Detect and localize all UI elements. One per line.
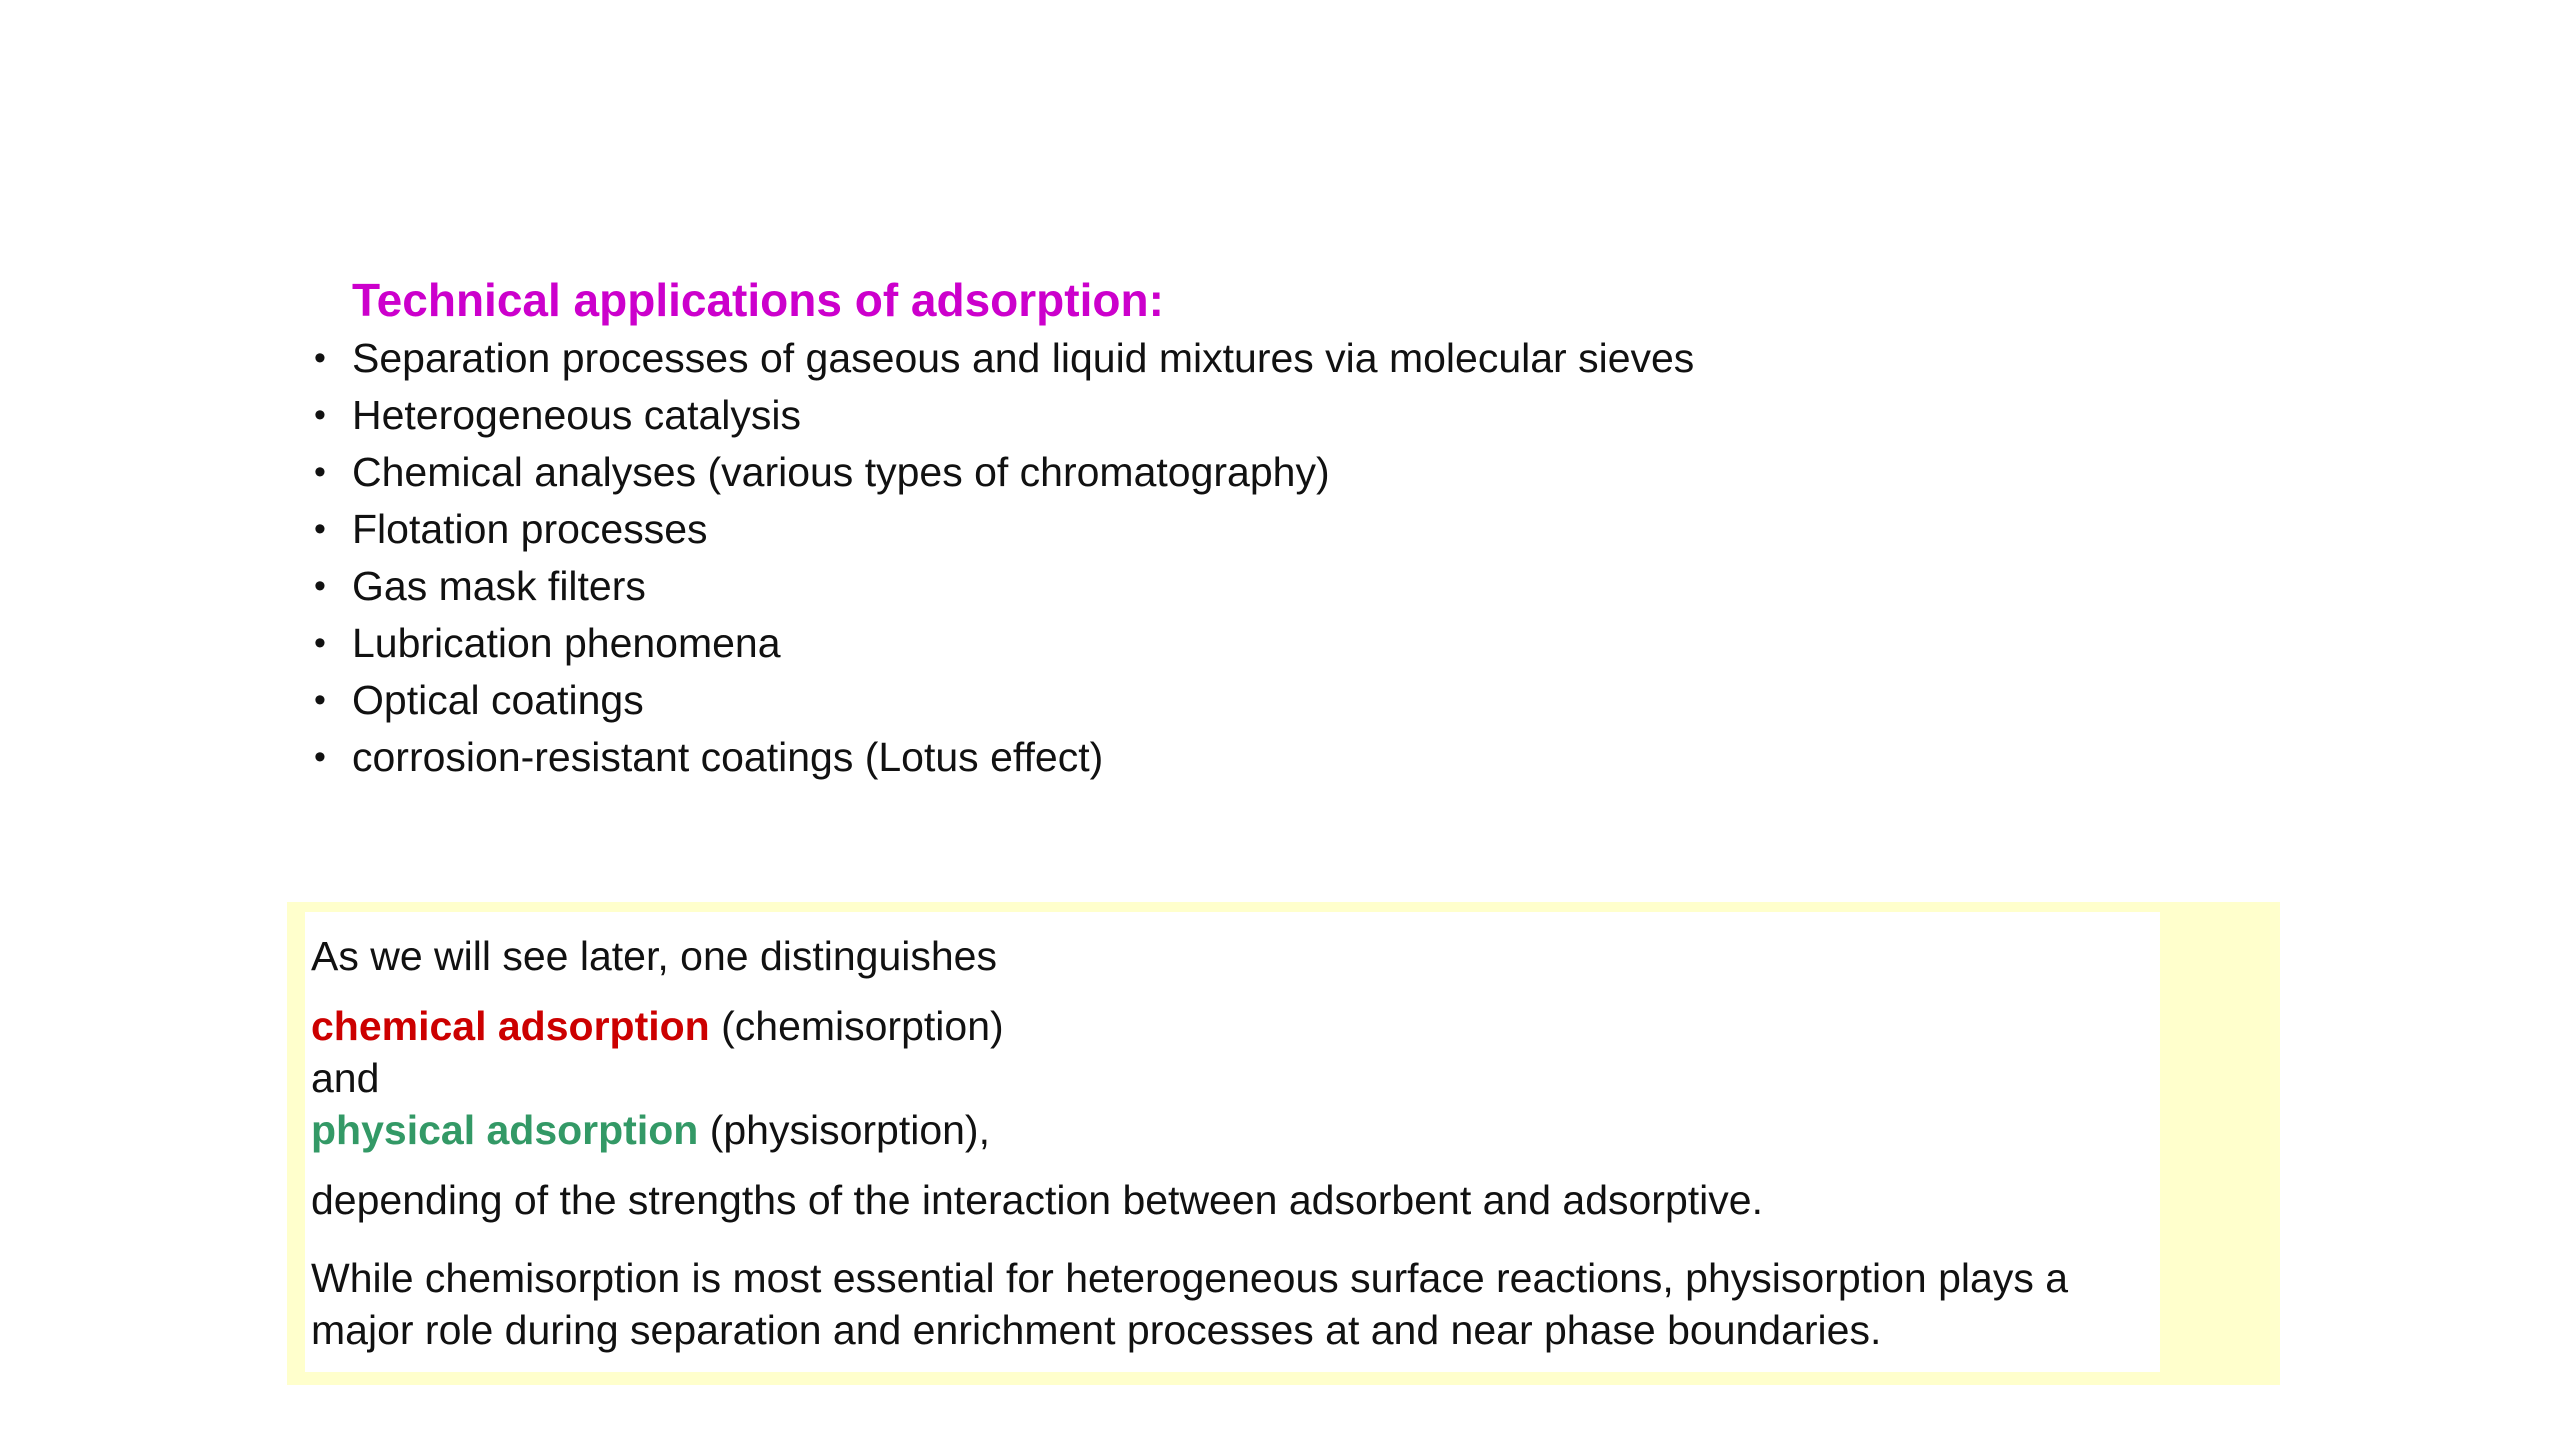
applications-list — [310, 330, 1694, 786]
and-line: and — [311, 1055, 380, 1101]
chemical-adsorption-term: chemical adsorption — [311, 1003, 710, 1049]
list-item-text: Gas mask filters — [352, 563, 646, 609]
list-item-text: Heterogeneous catalysis — [352, 392, 801, 438]
list-item — [310, 615, 1694, 672]
depending-line: depending of the strengths of the interaction between adsorbent and adsorptive. — [311, 1177, 1763, 1223]
spacer — [311, 982, 2161, 1000]
bullet-icon: • — [314, 681, 326, 719]
bullet-icon: • — [314, 453, 326, 491]
list-item-text: Flotation processes — [352, 506, 708, 552]
list-item — [310, 558, 1694, 615]
while-line-2: major role during separation and enrichment processes at and near phase boundaries. — [311, 1307, 1882, 1353]
spacer — [311, 1156, 2161, 1174]
physical-adsorption-paren: (physisorption), — [698, 1107, 990, 1153]
physical-adsorption-term: physical adsorption — [311, 1107, 699, 1153]
bullet-icon: • — [314, 738, 326, 776]
adsorption-types-text — [311, 930, 2161, 1356]
physical-line — [311, 1104, 2161, 1156]
spacer — [311, 1226, 2161, 1252]
list-item-text: Lubrication phenomena — [352, 620, 781, 666]
list-item — [310, 330, 1694, 387]
bullet-icon: • — [314, 567, 326, 605]
list-item — [310, 501, 1694, 558]
bullet-icon: • — [314, 339, 326, 377]
list-item-text: Optical coatings — [352, 677, 644, 723]
list-item-text: Chemical analyses (various types of chromatography) — [352, 449, 1330, 495]
bullet-icon: • — [314, 396, 326, 434]
intro-line: As we will see later, one distinguishes — [311, 933, 997, 979]
list-item — [310, 387, 1694, 444]
chemical-line — [311, 1000, 2161, 1052]
slide-heading: Technical applications of adsorption: — [352, 274, 1164, 326]
bullet-icon: • — [314, 624, 326, 662]
list-item-text: Separation processes of gaseous and liquid mixtures via molecular sieves — [352, 335, 1695, 381]
list-item-text: corrosion-resistant coatings (Lotus effect) — [352, 734, 1104, 780]
bullet-icon: • — [314, 510, 326, 548]
list-item — [310, 444, 1694, 501]
while-line-1: While chemisorption is most essential for heterogeneous surface reactions, physisorption plays a — [311, 1255, 2069, 1301]
list-item — [310, 672, 1694, 729]
list-item — [310, 729, 1694, 786]
chemical-adsorption-paren: (chemisorption) — [709, 1003, 1004, 1049]
